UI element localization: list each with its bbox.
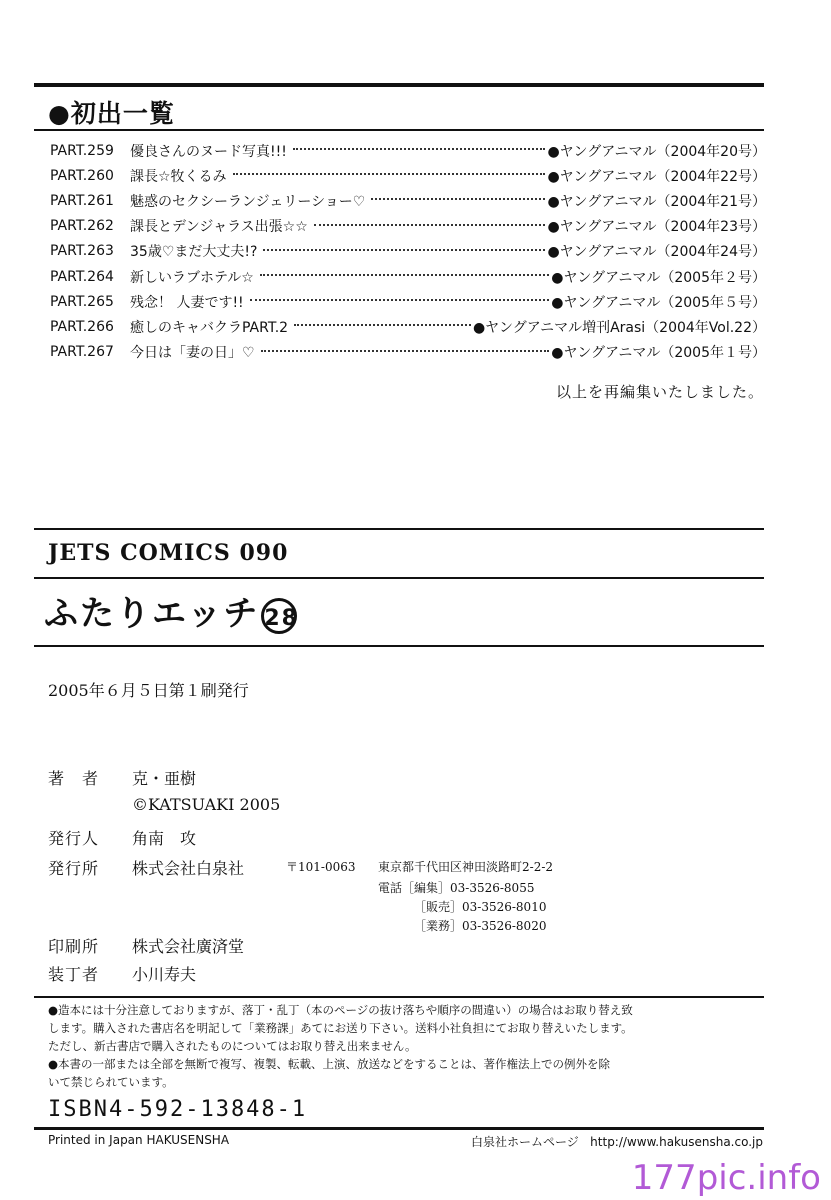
part-title: 優良さんのヌード写真!!! [130, 143, 287, 160]
leader-dots [233, 172, 546, 175]
first-appearance-heading: ●初出一覧 [48, 99, 175, 128]
author-label: 著 者 [48, 769, 100, 788]
part-number: PART.264 [50, 268, 114, 285]
part-number: PART.265 [50, 293, 114, 310]
leader-dots [260, 273, 549, 276]
binder-label: 装丁者 [48, 965, 100, 984]
notice-line-3: ただし、新古書店で購入されたものについてはお取り替え出来ません。 [48, 1039, 417, 1053]
list-item [50, 289, 766, 314]
part-title: 課長とデンジャラス出張☆☆ [130, 219, 308, 236]
part-source: ●ヤングアニマル（2004年24号） [547, 244, 766, 261]
closing-note: 以上を再編集いたしました。 [555, 383, 764, 401]
part-title: 新しいラブホテル☆ [130, 269, 254, 286]
copyright: ©KATSUAKI 2005 [132, 795, 281, 814]
printer-label: 印刷所 [48, 937, 100, 956]
binder-name: 小川寿夫 [132, 965, 197, 984]
part-title: 残念！ 人妻です!! [130, 294, 244, 311]
isbn-rule [34, 1127, 764, 1130]
part-source: ●ヤングアニマル（2005年１号） [551, 345, 766, 362]
homepage-label: 白泉社ホームページ [470, 1135, 579, 1149]
part-source: ●ヤングアニマル増刊Arasi（2004年Vol.22） [472, 319, 766, 336]
part-title: 癒しのキャバクラPART.2 [130, 319, 289, 336]
part-source: ●ヤングアニマル（2004年23号） [547, 219, 766, 236]
notice-line-5: いて禁じられています。 [48, 1075, 174, 1089]
notice-line-1: ●造本には十分注意しておりますが、落丁・乱丁（本のページの抜け落ちや順序の間違い）の場合はお取り替え致 [48, 1003, 633, 1017]
top-rule [34, 83, 764, 87]
part-source: ●ヤングアニマル（2005年５号） [551, 294, 766, 311]
homepage-url[interactable]: http://www.hakusensha.co.jp [590, 1135, 763, 1149]
part-number: PART.267 [50, 344, 114, 361]
part-source: ●ヤングアニマル（2004年21号） [547, 193, 766, 210]
printer-name: 株式会社廣済堂 [132, 937, 245, 956]
leader-dots [371, 197, 545, 200]
notice-line-2: します。購入された書店名を明記して「業務課」あてにお送り下さい。送料小社負担にてお取り替えいたします。 [48, 1021, 633, 1035]
list-item [50, 214, 766, 239]
author-name: 克・亜樹 [132, 769, 197, 788]
part-number: PART.259 [50, 142, 114, 159]
part-number: PART.263 [50, 243, 114, 260]
list-item [50, 163, 766, 188]
homepage [471, 1133, 763, 1150]
list-item [50, 188, 766, 213]
list-item [50, 138, 766, 163]
series-name: JETS COMICS 090 [48, 540, 289, 566]
book-title-text: ふたりエッチ [44, 594, 260, 634]
leader-dots [314, 223, 546, 226]
volume-badge: 28 [261, 598, 297, 634]
leader-dots [293, 147, 546, 150]
series-top-rule [34, 528, 764, 530]
list-item [50, 264, 766, 289]
publisher-person: 角南 攻 [132, 829, 197, 848]
title-rule [34, 645, 764, 647]
tel-editorial: 電話［編集］03-3526-8055 [378, 881, 535, 895]
part-title: 35歳♡まだ大丈夫!? [130, 244, 258, 261]
printed-in: Printed in Japan HAKUSENSHA [48, 1133, 230, 1147]
part-number: PART.260 [50, 167, 114, 184]
part-source: ●ヤングアニマル（2004年20号） [547, 143, 766, 160]
part-title: 課長☆牧くるみ [130, 168, 227, 185]
part-number: PART.266 [50, 318, 114, 335]
leader-dots [261, 349, 550, 352]
list-item [50, 314, 766, 339]
part-number: PART.261 [50, 192, 114, 209]
publisher-address: 東京都千代田区神田淡路町2-2-2 [378, 860, 554, 874]
series-bottom-rule [34, 577, 764, 579]
heading-rule [34, 129, 764, 131]
list-item [50, 340, 766, 365]
postal-code: 〒101-0063 [286, 860, 356, 874]
isbn: ISBN4-592-13848-1 [48, 1097, 308, 1122]
part-source: ●ヤングアニマル（2004年22号） [547, 168, 766, 185]
publisher-person-label: 発行人 [48, 829, 100, 848]
publisher-label: 発行所 [48, 859, 100, 878]
part-title: 今日は「妻の日」♡ [130, 345, 255, 362]
leader-dots [294, 323, 471, 326]
publisher-name: 株式会社白泉社 [132, 859, 245, 878]
book-title [44, 586, 297, 635]
list-item [50, 239, 766, 264]
publish-date: 2005年６月５日第１刷発行 [48, 681, 249, 700]
first-appearance-list [50, 138, 766, 365]
leader-dots [250, 298, 550, 301]
watermark: 177pic.info [631, 1158, 821, 1198]
notice-top-rule [34, 996, 764, 998]
part-number: PART.262 [50, 218, 114, 235]
part-title: 魅惑のセクシーランジェリーショー♡ [130, 193, 366, 210]
tel-business: ［業務］03-3526-8020 [414, 919, 547, 933]
part-source: ●ヤングアニマル（2005年２号） [551, 269, 766, 286]
notice-line-4: ●本書の一部または全部を無断で複写、複製、転載、上演、放送などをすることは、著作権法上での例外を除 [48, 1057, 611, 1071]
leader-dots [263, 248, 545, 251]
tel-sales: ［販売］03-3526-8010 [414, 900, 547, 914]
